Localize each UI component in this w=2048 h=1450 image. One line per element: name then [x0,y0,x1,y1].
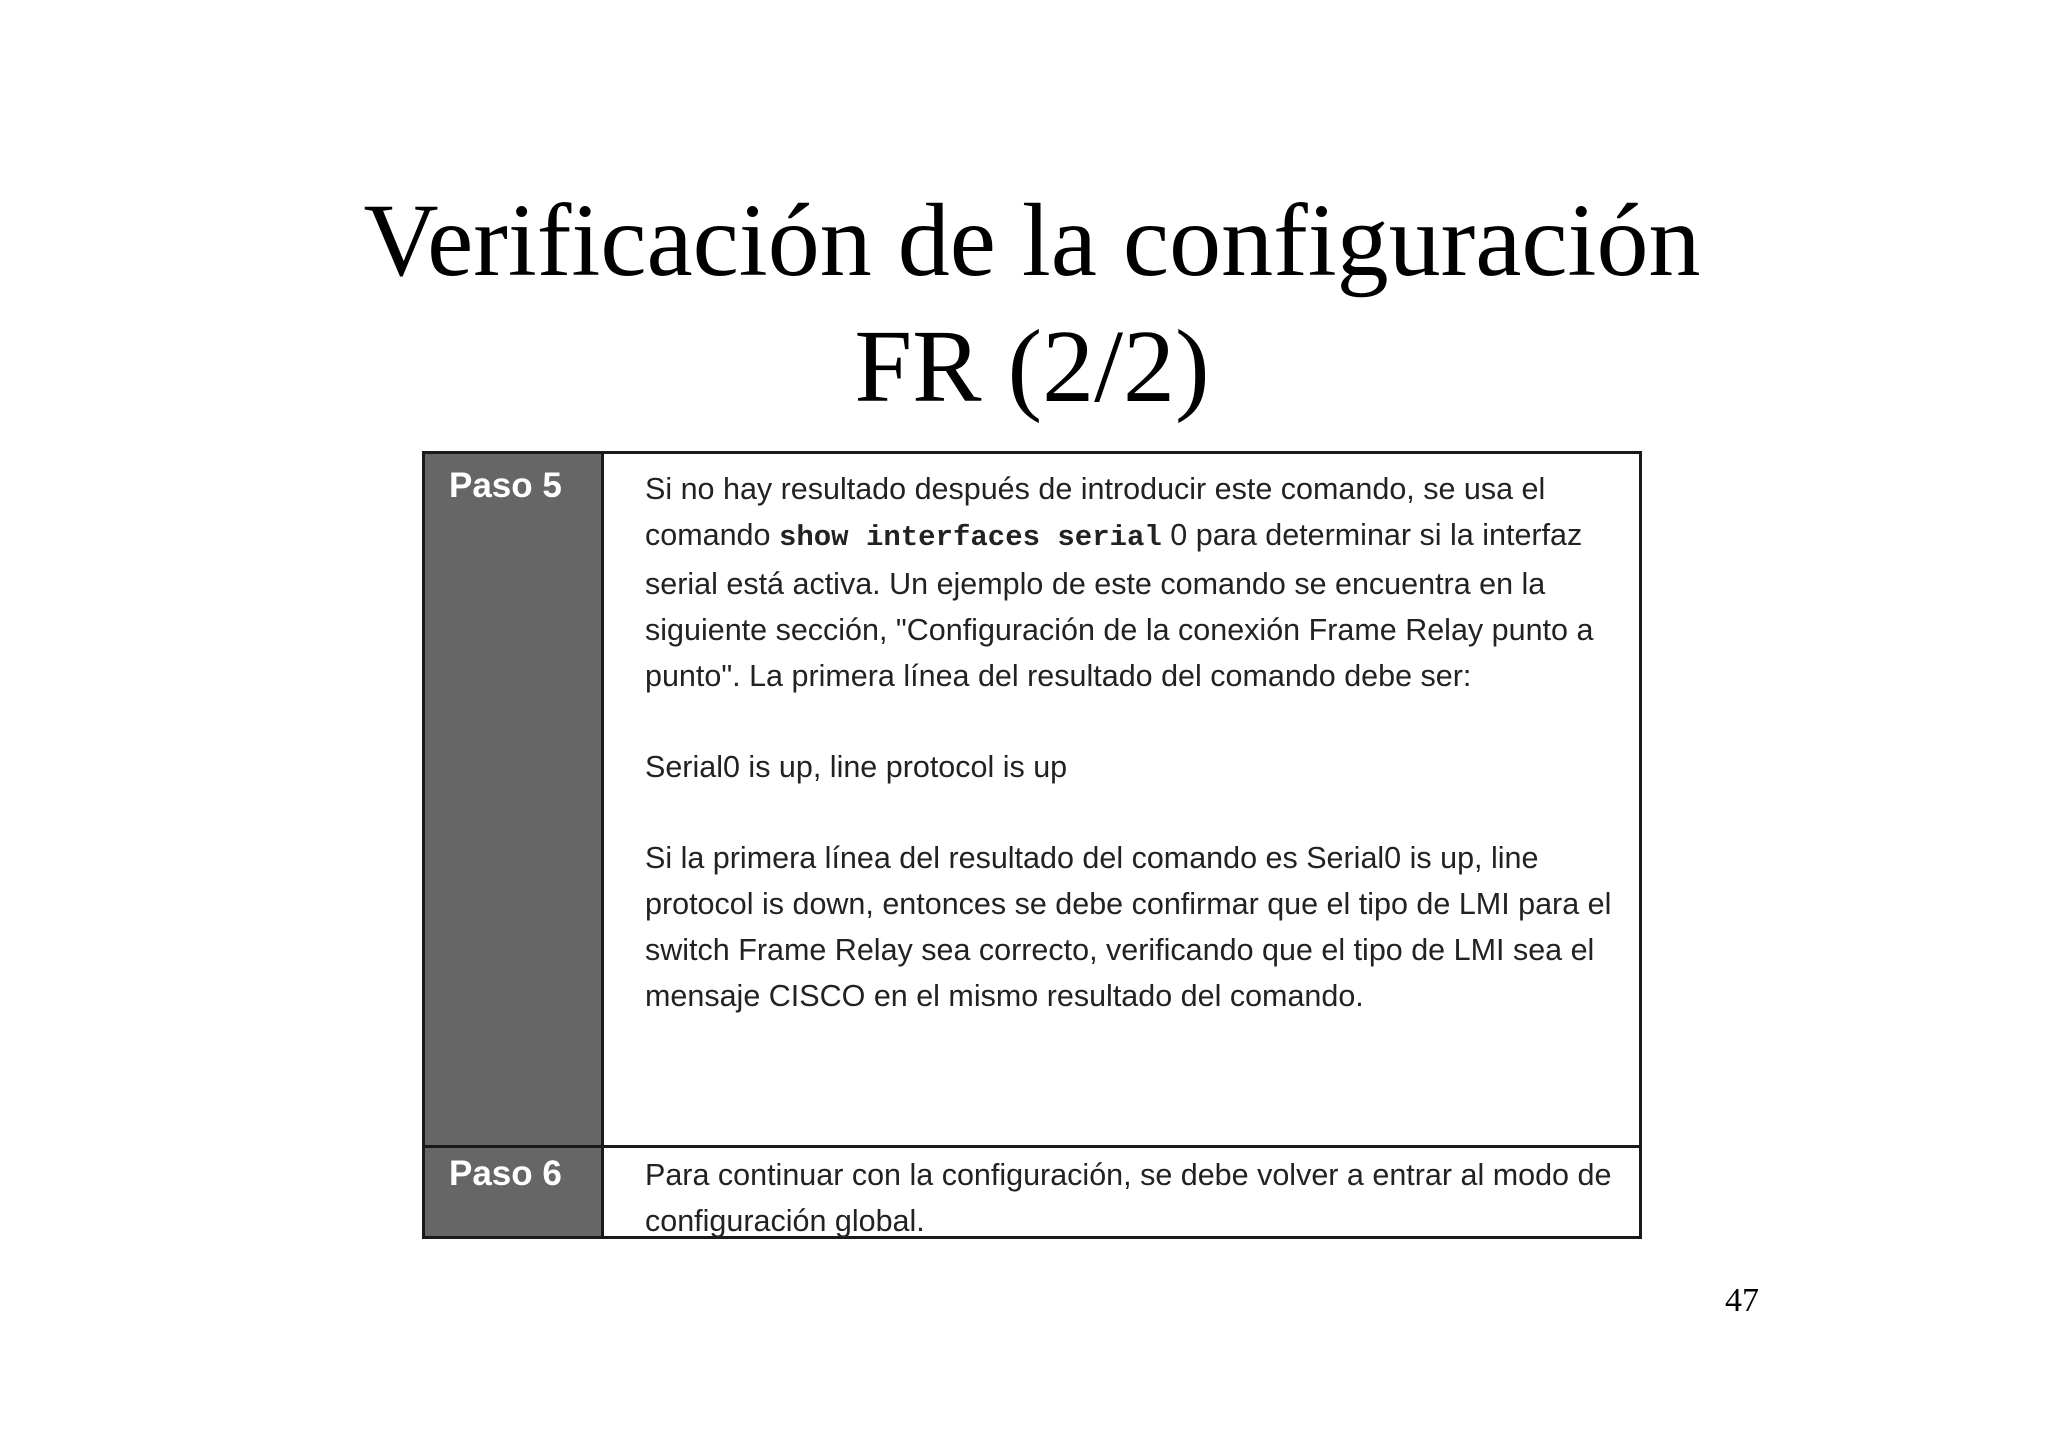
step-label-6: Paso 6 [425,1148,604,1236]
step-5-troubleshooting-paragraph: Si la primera línea del resultado del comando es Serial0 is up, line protocol is down, entonces se debe confirmar que el tipo de LMI para el switch Frame Relay sea correcto, verificando que el tipo de LMI sea el mensaje CISCO en el mismo resultado del comando. [645,841,1612,1013]
step-5-intro [645,466,1629,699]
step-6-text: Para continuar con la configuración, se debe volver a entrar al modo de configuración global. [645,1158,1612,1238]
step-body-6 [604,1148,1639,1236]
page-number: 47 [1725,1282,1759,1319]
slide-title-line-2: FR (2/2) [854,309,1210,424]
step-5-expected-output: Serial0 is up, line protocol is up [645,750,1068,784]
step-label-5: Paso 5 [425,454,604,1145]
step-row-6 [425,1145,1639,1236]
step-row-5 [425,454,1639,1145]
show-interfaces-command: show interfaces serial [778,521,1162,554]
steps-table [422,451,1642,1239]
step-5-text-after-command: 0 para determinar si la interfaz serial está activa. Un ejemplo de este comando se encuentra en la siguiente sección, "Configuración de la conexión Frame Relay punto a punto". La primera línea del resultado del comando debe ser: [645,518,1594,693]
slide-title [0,178,2048,430]
slide-title-line-1: Verificación de la configuración [363,183,1701,298]
step-body-5 [604,454,1639,1145]
step-5-text-before-command: Si no hay resultado después de introducir este comando, se usa el comando [645,472,1546,552]
